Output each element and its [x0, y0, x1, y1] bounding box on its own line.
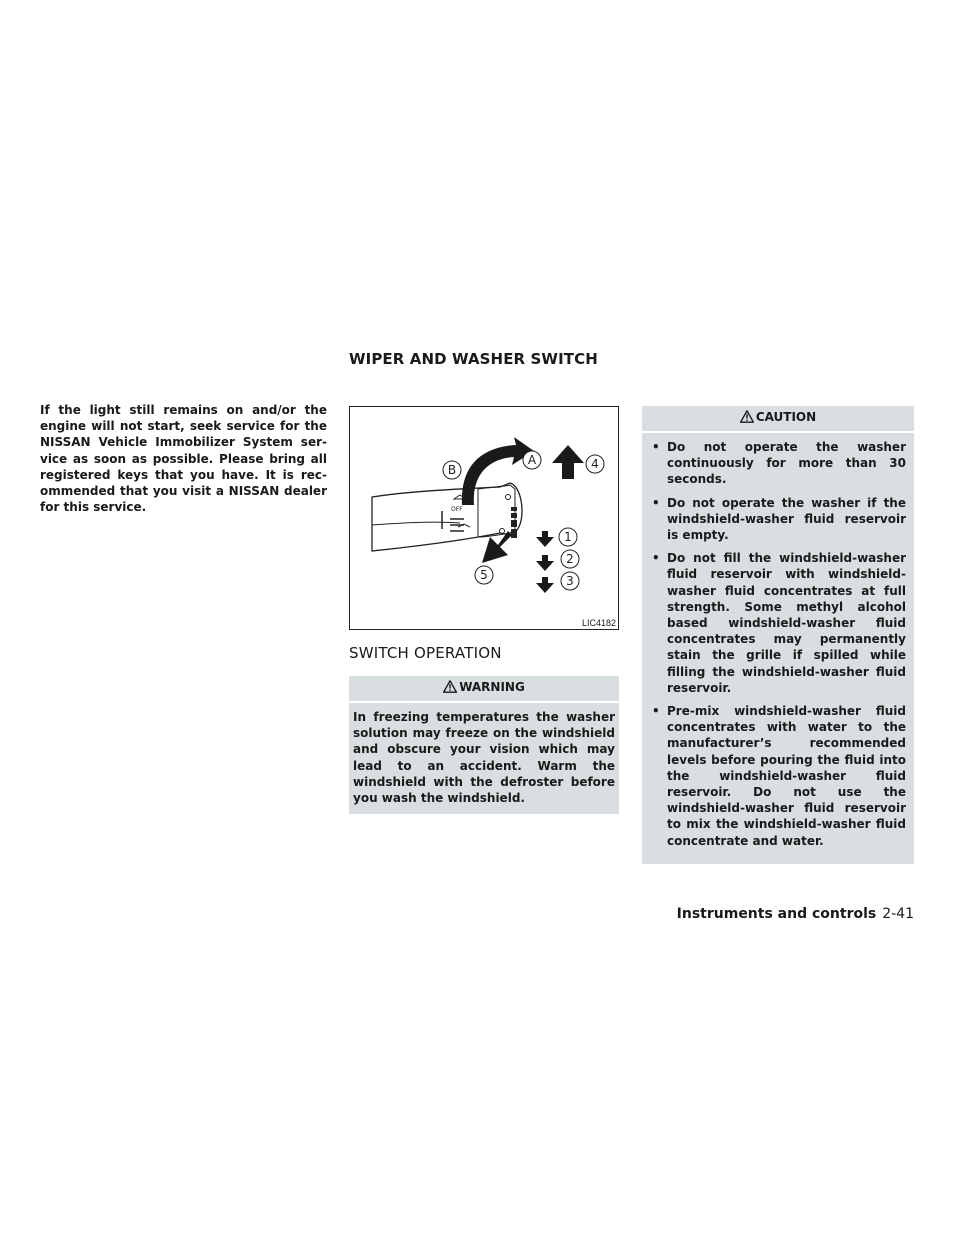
caution-header [642, 406, 914, 433]
label-1: 1 [564, 530, 572, 544]
caution-box [642, 406, 914, 864]
warning-title: WARNING [459, 680, 525, 694]
immobilizer-paragraph: If the light still remains on and/or the engine will not start, seek service for the NISSAN Vehicle Immobilizer System service as soon as possible. Please bring all registered keys that you have. It is recommended that you visit a NISSAN dealer for this service. [40, 403, 327, 515]
caution-item: • Do not operate the washer if the windshield-washer fluid reservoir is empty. [650, 495, 906, 544]
page-footer [677, 906, 914, 922]
warning-triangle-icon [443, 680, 457, 696]
caution-item: • Pre-mix windshield-washer fluid concentrates with water to the manufacturer’s recommended levels before pouring the fluid into the windshield-washer fluid reservoir. Do not use the windshield-washer fluid reservoir to mix the windshield-washer fluid concentrate and water. [650, 703, 906, 849]
label-2: 2 [566, 552, 574, 566]
wiper-switch-illustration [350, 407, 618, 629]
right-column [642, 398, 914, 864]
warning-box [349, 676, 619, 814]
label-b: B [447, 463, 457, 477]
arrow-4 [552, 445, 584, 479]
arrow-2 [536, 555, 554, 571]
caution-list [646, 439, 910, 849]
footer-page-number: 2-41 [882, 906, 914, 922]
label-a: A [527, 453, 537, 467]
middle-column [349, 398, 619, 814]
caution-title: CAUTION [755, 410, 817, 424]
label-3: 3 [566, 574, 574, 588]
wiper-switch-figure [349, 406, 619, 630]
warning-text: In freezing temperatures the washer solution may freeze on the windshield and obscure your vision which may lead to an accident. Warm the windshield with the defroster before you wash the windshield. [353, 710, 615, 806]
arrow-3 [536, 577, 554, 593]
caution-triangle-icon [740, 410, 754, 426]
caution-item: • Do not fill the windshield-washer fluid reservoir with windshield-washer fluid concentrates at full strength. Some methyl alcohol based windshield-washer fluid concentrates may permanently stain the grille if spilled while filling the windshield-washer fluid reservoir. [650, 550, 906, 696]
switch-operation-heading: SWITCH OPERATION [349, 644, 502, 662]
stalk-outline [372, 483, 522, 551]
label-4: 4 [591, 457, 599, 471]
footer-chapter: Instruments and controls [676, 906, 877, 922]
figure-id: LIC4182 [581, 618, 616, 628]
arrow-1 [536, 531, 554, 547]
switch-off-label: OFF [451, 506, 463, 513]
left-column [40, 398, 327, 515]
warning-header [349, 676, 619, 703]
label-5: 5 [480, 568, 488, 582]
section-title: WIPER AND WASHER SWITCH [349, 350, 598, 368]
caution-item: • Do not operate the washer continuously for more than 30 seconds. [650, 439, 906, 488]
